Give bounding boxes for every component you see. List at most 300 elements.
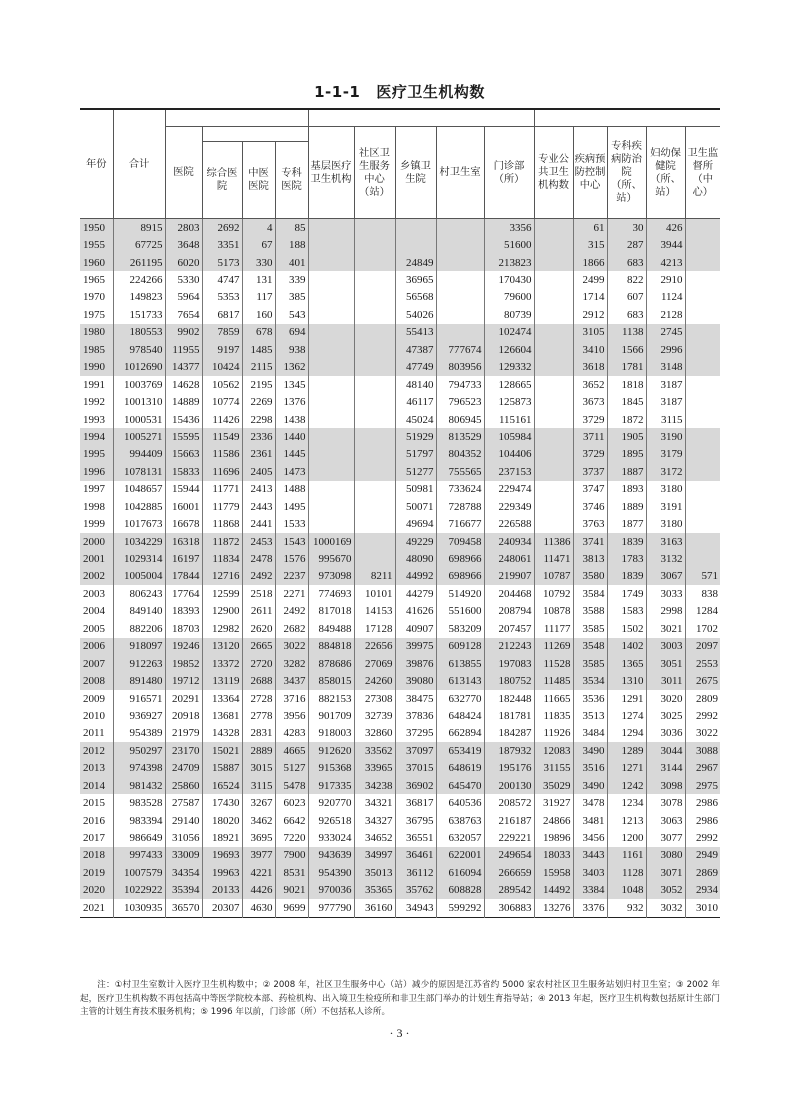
table-cell: 3536 — [573, 690, 607, 707]
table-cell: 3187 — [646, 376, 685, 393]
header-clinic: 门诊部（所） — [484, 127, 534, 219]
table-cell: 1001310 — [113, 393, 165, 410]
table-cell: 3813 — [573, 550, 607, 567]
table-cell: 180553 — [113, 324, 165, 341]
table-cell: 15021 — [202, 742, 242, 759]
table-cell: 2478 — [242, 550, 275, 567]
table-cell: 2728 — [242, 690, 275, 707]
table-cell: 208794 — [484, 603, 534, 620]
table-cell: 3673 — [573, 393, 607, 410]
table-cell: 3747 — [573, 481, 607, 498]
table-cell: 11835 — [534, 707, 573, 724]
hospital-count-table — [80, 108, 720, 918]
table-cell: 80739 — [484, 306, 534, 323]
table-cell: 653419 — [436, 742, 484, 759]
table-cell: 289542 — [484, 882, 534, 899]
table-cell: 2237 — [275, 568, 308, 585]
table-cell: 803956 — [436, 359, 484, 376]
table-cell: 2967 — [685, 760, 720, 777]
table-cell — [354, 271, 395, 288]
table-cell: 67 — [242, 236, 275, 253]
table-cell — [685, 515, 720, 532]
table-cell: 1017673 — [113, 515, 165, 532]
table-cell: 2361 — [242, 446, 275, 463]
year-cell: 2018 — [80, 847, 113, 864]
year-cell: 1955 — [80, 236, 113, 253]
table-cell: 3478 — [573, 794, 607, 811]
table-cell: 37015 — [395, 760, 436, 777]
table-cell: 3977 — [242, 847, 275, 864]
table-cell — [534, 463, 573, 480]
table-cell: 11386 — [534, 533, 573, 550]
table-cell: 3163 — [646, 533, 685, 550]
table-row — [80, 271, 720, 288]
table-cell: 7654 — [165, 306, 202, 323]
table-cell — [685, 236, 720, 253]
table-cell: 932 — [607, 899, 646, 917]
table-cell: 4630 — [242, 899, 275, 917]
table-title — [0, 81, 799, 102]
table-cell: 3956 — [275, 707, 308, 724]
table-body — [80, 219, 720, 918]
table-cell: 49694 — [395, 515, 436, 532]
header-township: 乡镇卫生院 — [395, 127, 436, 219]
table-cell: 973098 — [308, 568, 354, 585]
table-cell: 2097 — [685, 638, 720, 655]
table-cell: 3077 — [646, 829, 685, 846]
table-cell: 1749 — [607, 585, 646, 602]
table-cell: 1839 — [607, 568, 646, 585]
table-cell — [685, 324, 720, 341]
table-cell — [308, 324, 354, 341]
table-cell: 20307 — [202, 899, 242, 917]
table-cell: 14889 — [165, 393, 202, 410]
table-cell: 5330 — [165, 271, 202, 288]
table-cell: 2336 — [242, 428, 275, 445]
year-cell: 2000 — [80, 533, 113, 550]
table-cell: 613855 — [436, 655, 484, 672]
table-cell: 1048657 — [113, 481, 165, 498]
table-cell — [685, 341, 720, 358]
table-cell: 1284 — [685, 603, 720, 620]
table-cell: 61 — [573, 219, 607, 237]
table-cell: 237153 — [484, 463, 534, 480]
year-cell: 2006 — [80, 638, 113, 655]
table-cell — [354, 341, 395, 358]
table-row — [80, 236, 720, 253]
table-cell: 12599 — [202, 585, 242, 602]
table-cell: 24866 — [534, 812, 573, 829]
table-cell: 104406 — [484, 446, 534, 463]
table-cell: 24260 — [354, 672, 395, 689]
table-cell: 1291 — [607, 690, 646, 707]
table-cell: 188 — [275, 236, 308, 253]
table-cell — [354, 550, 395, 567]
table-cell: 11177 — [534, 620, 573, 637]
table-cell: 35394 — [165, 882, 202, 899]
year-cell: 1960 — [80, 254, 113, 271]
table-title-text: 医疗卫生机构数 — [376, 83, 485, 101]
table-cell: 36112 — [395, 864, 436, 881]
table-cell: 39080 — [395, 672, 436, 689]
table-cell: 3190 — [646, 428, 685, 445]
table-cell: 36965 — [395, 271, 436, 288]
table-cell: 1445 — [275, 446, 308, 463]
table-cell: 46117 — [395, 393, 436, 410]
table-cell: 3737 — [573, 463, 607, 480]
table-cell: 170430 — [484, 271, 534, 288]
year-cell: 1997 — [83, 483, 105, 496]
table-cell: 240934 — [484, 533, 534, 550]
table-row — [80, 411, 720, 428]
year-cell: 2010 — [83, 709, 105, 722]
table-cell: 1034229 — [113, 533, 165, 550]
table-cell: 640536 — [436, 794, 484, 811]
table-cell: 36902 — [395, 777, 436, 794]
table-cell: 950297 — [113, 742, 165, 759]
table-cell: 2692 — [202, 219, 242, 237]
table-cell: 3588 — [573, 603, 607, 620]
table-cell — [354, 515, 395, 532]
table-cell: 3618 — [573, 359, 607, 376]
table-cell — [685, 271, 720, 288]
table-cell: 25860 — [165, 777, 202, 794]
table-cell: 16197 — [165, 550, 202, 567]
table-cell — [534, 393, 573, 410]
table-cell: 22656 — [354, 638, 395, 655]
table-cell: 33965 — [354, 760, 395, 777]
table-cell: 14628 — [165, 376, 202, 393]
table-cell: 2889 — [242, 742, 275, 759]
table-cell: 1887 — [607, 463, 646, 480]
year-cell: 1970 — [83, 291, 105, 304]
table-cell — [685, 254, 720, 271]
table-cell: 51929 — [395, 428, 436, 445]
table-cell: 13119 — [202, 672, 242, 689]
table-cell: 3648 — [165, 236, 202, 253]
table-cell — [436, 219, 484, 237]
table-cell: 1877 — [607, 515, 646, 532]
year-cell: 2011 — [83, 727, 105, 740]
year-cell: 2001 — [80, 550, 113, 567]
table-cell: 1365 — [607, 655, 646, 672]
table-cell: 3516 — [573, 760, 607, 777]
year-cell: 1993 — [83, 413, 105, 426]
table-cell — [685, 550, 720, 567]
table-cell: 3191 — [646, 498, 685, 515]
table-cell: 13120 — [202, 638, 242, 655]
table-cell: 151733 — [113, 306, 165, 323]
table-cell: 514920 — [436, 585, 484, 602]
table-cell: 7900 — [275, 847, 308, 864]
table-cell: 34327 — [354, 812, 395, 829]
table-cell: 8211 — [354, 568, 395, 585]
table-cell — [534, 481, 573, 498]
table-cell — [308, 341, 354, 358]
table-cell: 2682 — [275, 620, 308, 637]
table-row — [80, 620, 720, 637]
year-cell: 2002 — [80, 568, 113, 585]
table-cell: 777674 — [436, 341, 484, 358]
table-cell: 128665 — [484, 376, 534, 393]
table-cell: 983394 — [113, 812, 165, 829]
table-row — [80, 638, 720, 655]
table-cell: 34997 — [354, 847, 395, 864]
table-cell: 226588 — [484, 515, 534, 532]
table-cell: 35029 — [534, 777, 573, 794]
table-cell: 3585 — [573, 620, 607, 637]
table-cell: 19246 — [165, 638, 202, 655]
table-cell: 17430 — [202, 794, 242, 811]
table-cell: 1714 — [573, 289, 607, 306]
table-cell: 44279 — [395, 585, 436, 602]
table-cell: 4665 — [275, 742, 308, 759]
table-cell — [308, 271, 354, 288]
table-cell — [685, 219, 720, 237]
table-cell: 2778 — [242, 707, 275, 724]
table-cell: 3356 — [484, 219, 534, 237]
table-cell: 10878 — [534, 603, 573, 620]
table-cell: 33562 — [354, 742, 395, 759]
table-cell: 1533 — [275, 515, 308, 532]
table-cell: 3015 — [242, 760, 275, 777]
table-cell: 34321 — [354, 794, 395, 811]
table-cell: 4283 — [275, 725, 308, 742]
header-public-health-group — [534, 109, 720, 127]
table-cell: 18921 — [202, 829, 242, 846]
table-cell: 2492 — [275, 603, 308, 620]
table-cell: 27587 — [165, 794, 202, 811]
table-cell: 36461 — [395, 847, 436, 864]
table-cell: 632057 — [436, 829, 484, 846]
table-cell — [685, 393, 720, 410]
table-cell: 50071 — [395, 498, 436, 515]
table-cell — [436, 289, 484, 306]
table-cell: 14492 — [534, 882, 573, 899]
table-cell: 35013 — [354, 864, 395, 881]
table-cell — [534, 236, 573, 253]
table-cell: 229349 — [484, 498, 534, 515]
table-cell: 2195 — [242, 376, 275, 393]
table-cell: 3695 — [242, 829, 275, 846]
table-cell: 126604 — [484, 341, 534, 358]
table-cell: 36570 — [165, 899, 202, 917]
table-cell: 6642 — [275, 812, 308, 829]
table-cell: 37295 — [395, 725, 436, 742]
table-cell: 3148 — [646, 359, 685, 376]
table-cell: 822 — [607, 271, 646, 288]
table-cell — [354, 533, 395, 550]
table-cell: 3115 — [242, 777, 275, 794]
table-cell: 3763 — [573, 515, 607, 532]
table-cell: 10792 — [534, 585, 573, 602]
table-cell: 608828 — [436, 882, 484, 899]
table-cell: 27069 — [354, 655, 395, 672]
table-cell: 3071 — [646, 864, 685, 881]
table-cell: 3403 — [573, 864, 607, 881]
table-cell: 197083 — [484, 655, 534, 672]
header-primary-group — [308, 109, 534, 127]
table-cell: 105984 — [484, 428, 534, 445]
table-cell — [534, 376, 573, 393]
table-cell: 33009 — [165, 847, 202, 864]
table-cell: 31155 — [534, 760, 573, 777]
table-cell: 6020 — [165, 254, 202, 271]
table-cell: 54026 — [395, 306, 436, 323]
table-cell: 3115 — [646, 411, 685, 428]
table-cell: 306883 — [484, 899, 534, 917]
table-cell: 3652 — [573, 376, 607, 393]
table-cell — [354, 359, 395, 376]
table-cell: 1200 — [607, 829, 646, 846]
table-cell: 849140 — [113, 603, 165, 620]
table-cell: 1012690 — [113, 359, 165, 376]
table-cell: 609128 — [436, 638, 484, 655]
table-cell: 9699 — [275, 899, 308, 917]
year-cell: 1999 — [83, 518, 105, 531]
table-cell: 1048 — [607, 882, 646, 899]
table-cell: 543 — [275, 306, 308, 323]
table-cell — [436, 324, 484, 341]
table-cell: 204468 — [484, 585, 534, 602]
table-cell: 8915 — [113, 219, 165, 237]
table-cell: 38475 — [395, 690, 436, 707]
table-cell: 698966 — [436, 550, 484, 567]
table-cell: 3020 — [646, 690, 685, 707]
year-cell: 2004 — [83, 605, 105, 618]
table-cell: 1866 — [573, 254, 607, 271]
table-cell: 11926 — [534, 725, 573, 742]
table-cell: 426 — [646, 219, 685, 237]
table-cell: 207457 — [484, 620, 534, 637]
header-tcm-hospital: 中医医院 — [242, 142, 275, 219]
year-cell: 1995 — [80, 446, 113, 463]
table-cell: 3032 — [646, 899, 685, 917]
table-cell: 1274 — [607, 707, 646, 724]
table-cell: 3003 — [646, 638, 685, 655]
table-cell: 16678 — [165, 515, 202, 532]
table-cell: 912620 — [308, 742, 354, 759]
table-cell: 34652 — [354, 829, 395, 846]
table-cell: 19963 — [202, 864, 242, 881]
table-cell: 10101 — [354, 585, 395, 602]
table-cell: 849488 — [308, 620, 354, 637]
table-cell: 31927 — [534, 794, 573, 811]
table-cell: 3011 — [646, 672, 685, 689]
table-cell — [685, 289, 720, 306]
table-cell: 2298 — [242, 411, 275, 428]
table-cell: 1495 — [275, 498, 308, 515]
table-cell — [534, 306, 573, 323]
table-cell: 3022 — [275, 638, 308, 655]
table-cell — [534, 446, 573, 463]
header-community: 社区卫生服务中心（站） — [354, 127, 395, 219]
table-cell: 48090 — [395, 550, 436, 567]
year-cell: 2017 — [83, 832, 105, 845]
table-cell — [685, 359, 720, 376]
table-cell: 994409 — [113, 446, 165, 463]
table-cell: 2986 — [685, 812, 720, 829]
table-cell: 4221 — [242, 864, 275, 881]
table-cell: 11269 — [534, 638, 573, 655]
table-cell: 36551 — [395, 829, 436, 846]
table-cell: 34354 — [165, 864, 202, 881]
table-cell: 1488 — [275, 481, 308, 498]
table-cell: 4 — [242, 219, 275, 237]
table-row — [80, 725, 720, 742]
table-cell: 997433 — [113, 847, 165, 864]
header-total: 合计 — [113, 109, 165, 219]
table-cell: 920770 — [308, 794, 354, 811]
table-cell: 13276 — [534, 899, 573, 917]
table-cell — [395, 236, 436, 253]
table-cell: 796523 — [436, 393, 484, 410]
table-cell: 3051 — [646, 655, 685, 672]
table-cell: 1895 — [607, 446, 646, 463]
table-row — [80, 847, 720, 864]
table-cell: 20133 — [202, 882, 242, 899]
table-cell: 3098 — [646, 777, 685, 794]
year-cell: 2016 — [83, 814, 105, 827]
table-cell: 3584 — [573, 585, 607, 602]
year-cell: 2008 — [80, 672, 113, 689]
table-cell: 1566 — [607, 341, 646, 358]
table-cell: 212243 — [484, 638, 534, 655]
table-cell — [354, 428, 395, 445]
table-row — [80, 463, 720, 480]
table-cell: 229474 — [484, 481, 534, 498]
table-cell — [308, 289, 354, 306]
year-cell: 1996 — [80, 463, 113, 480]
table-cell: 2992 — [685, 829, 720, 846]
table-cell: 51797 — [395, 446, 436, 463]
table-cell: 49229 — [395, 533, 436, 550]
table-cell: 607 — [607, 289, 646, 306]
table-cell: 200130 — [484, 777, 534, 794]
table-cell: 882153 — [308, 690, 354, 707]
table-cell: 571 — [685, 568, 720, 585]
table-cell — [354, 498, 395, 515]
table-cell: 678 — [242, 324, 275, 341]
table-cell: 3484 — [573, 725, 607, 742]
table-cell: 3179 — [646, 446, 685, 463]
table-cell: 51277 — [395, 463, 436, 480]
table-cell: 15944 — [165, 481, 202, 498]
table-cell: 1485 — [242, 341, 275, 358]
table-cell — [534, 498, 573, 515]
table-cell: 2934 — [685, 882, 720, 899]
table-cell: 21979 — [165, 725, 202, 742]
table-cell: 2949 — [685, 847, 720, 864]
header-hospital-subgroup — [202, 127, 308, 142]
table-cell: 51600 — [484, 236, 534, 253]
table-cell — [534, 341, 573, 358]
table-cell: 11779 — [202, 498, 242, 515]
table-cell: 3282 — [275, 655, 308, 672]
table-cell: 3490 — [573, 742, 607, 759]
table-cell — [308, 481, 354, 498]
table-cell: 5173 — [202, 254, 242, 271]
table-cell: 1839 — [607, 533, 646, 550]
table-cell: 838 — [685, 585, 720, 602]
table-cell: 2413 — [242, 481, 275, 498]
table-cell: 638763 — [436, 812, 484, 829]
table-header — [80, 109, 720, 219]
header-specialty-hospital: 专科医院 — [275, 142, 308, 219]
table-cell: 115161 — [484, 411, 534, 428]
table-cell: 32860 — [354, 725, 395, 742]
table-cell: 936927 — [113, 707, 165, 724]
